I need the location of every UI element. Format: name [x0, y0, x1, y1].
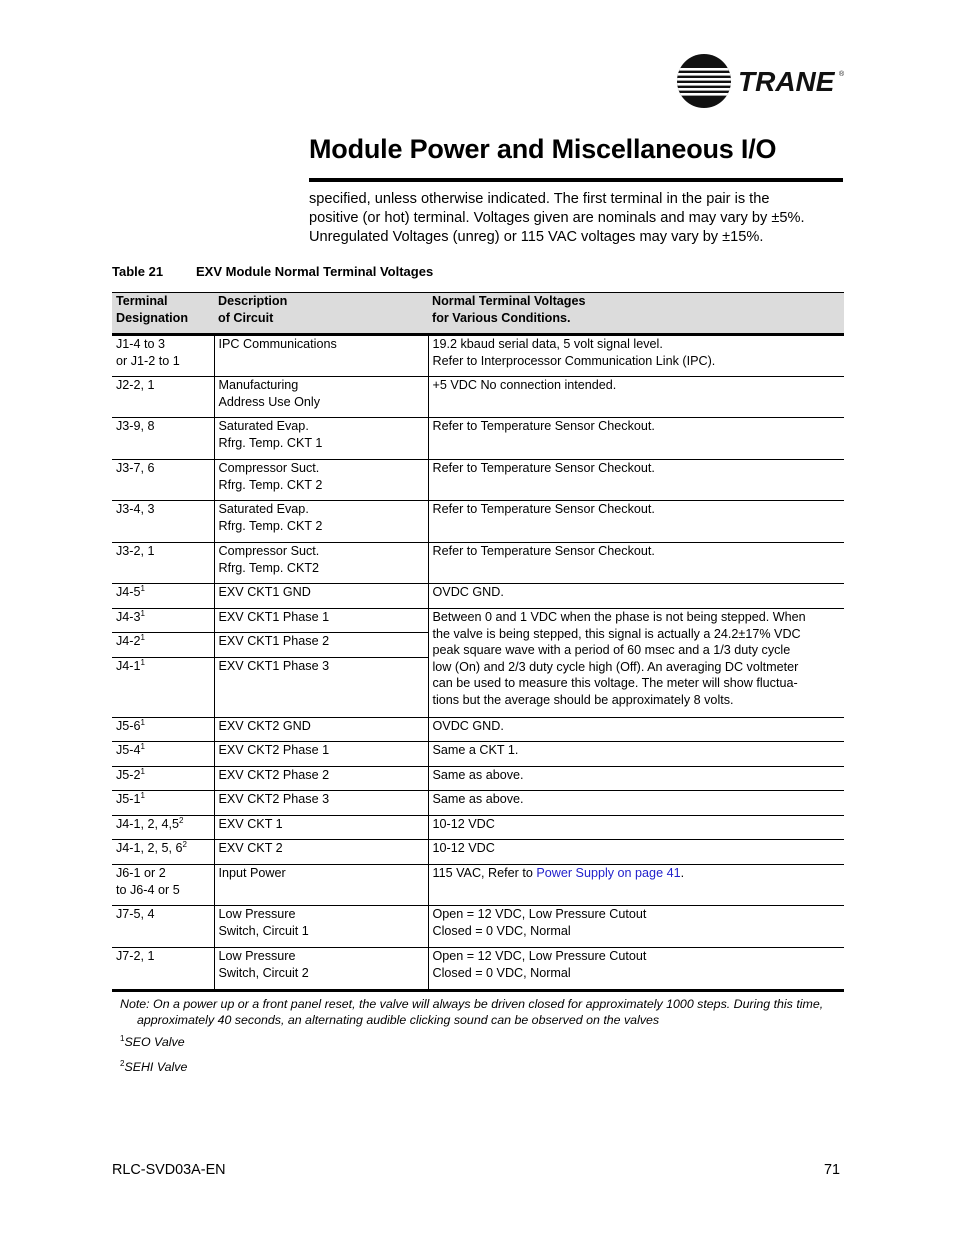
terminal-cell — [112, 377, 214, 418]
description-cell — [214, 609, 428, 633]
cell-text: Refer to Temperature Sensor Checkout. — [432, 502, 655, 516]
cell-text: J4-2 — [116, 634, 141, 648]
voltage-cell — [428, 460, 844, 501]
cell-text: J7-5, 4 — [116, 907, 155, 921]
header-text: of Circuit — [218, 310, 274, 325]
footnote-mark: 1 — [140, 766, 145, 776]
description-cell — [214, 816, 428, 840]
cell-text: J4-1, 2, 4,5 — [116, 817, 180, 831]
terminal-cell — [112, 460, 214, 501]
terminal-cell — [112, 543, 214, 584]
cell-text: J5-6 — [116, 719, 141, 733]
cell-text: EXV CKT1 Phase 3 — [218, 659, 330, 673]
cell-text: J5-2 — [116, 768, 141, 782]
cell-text: J4-3 — [116, 610, 141, 624]
table-row — [112, 609, 844, 633]
footnote-mark: 1 — [140, 583, 145, 593]
terminal-cell — [112, 865, 214, 906]
cell-text: J3-9, 8 — [116, 419, 155, 433]
header-voltages — [428, 293, 844, 335]
description-cell — [214, 633, 428, 658]
terminal-cell — [112, 418, 214, 460]
table-row — [112, 906, 844, 948]
terminal-cell — [112, 948, 214, 991]
table-row — [112, 767, 844, 791]
intro-line: positive (or hot) terminal. Voltages given are nominals and may vary by ±5%. — [309, 210, 805, 226]
terminal-cell — [112, 501, 214, 543]
trane-logo — [676, 54, 846, 108]
terminal-cell — [112, 658, 214, 718]
cell-text: or J1-2 to 1 — [116, 353, 180, 368]
cell-text: EXV CKT1 Phase 2 — [218, 634, 330, 648]
cell-text: EXV CKT2 GND — [218, 719, 311, 733]
cell-text: Same a CKT 1. — [432, 743, 519, 757]
table-row — [112, 543, 844, 584]
voltage-cell — [428, 718, 844, 742]
description-cell — [214, 718, 428, 742]
cell-text: . — [680, 866, 685, 880]
title-rule — [309, 178, 843, 182]
phase-voltage-cell — [428, 609, 844, 718]
logo-wordmark: TRANE — [738, 66, 835, 97]
cell-text: J6-1 or 2 — [116, 866, 166, 880]
description-cell — [214, 865, 428, 906]
cell-text: Low Pressure — [218, 907, 296, 921]
footnote-text: SEHI Valve — [124, 1060, 188, 1074]
table-caption — [112, 264, 434, 279]
footnote-mark: 2 — [120, 1058, 125, 1068]
voltage-cell — [428, 791, 844, 816]
header-text: Designation — [116, 310, 189, 325]
cell-text: Saturated Evap. — [218, 502, 309, 516]
cell-text: Address Use Only — [218, 394, 320, 409]
cell-text: J3-4, 3 — [116, 502, 155, 516]
cell-text: 19.2 kbaud serial data, 5 volt signal level. — [432, 337, 663, 351]
intro-line: specified, unless otherwise indicated. The first terminal in the pair is the — [309, 191, 770, 207]
cell-text: Low Pressure — [218, 949, 296, 963]
cell-text: J5-4 — [116, 743, 141, 757]
description-cell — [214, 791, 428, 816]
cell-text: OVDC GND. — [432, 585, 504, 599]
cell-text: EXV CKT2 Phase 3 — [218, 792, 330, 806]
table-row — [112, 948, 844, 991]
voltage-cell — [428, 865, 844, 906]
table-row — [112, 840, 844, 865]
description-cell — [214, 501, 428, 543]
table-row — [112, 335, 844, 377]
intro-line: Unregulated Voltages (unreg) or 115 VAC voltages may vary by ±15%. — [309, 229, 764, 245]
cell-text: Rfrg. Temp. CKT 2 — [218, 477, 323, 492]
header-description — [214, 293, 428, 335]
footnote-mark: 1 — [140, 790, 145, 800]
table-title: EXV Module Normal Terminal Voltages — [196, 264, 434, 279]
header-text: Normal Terminal Voltages — [432, 294, 586, 308]
cell-text: peak square wave with a period of 60 msec and a 1/3 duty cycle — [432, 643, 791, 658]
table-row — [112, 791, 844, 816]
footnote-mark: 1 — [140, 632, 145, 642]
voltage-cell — [428, 906, 844, 948]
table-row — [112, 377, 844, 418]
footnote — [120, 1035, 185, 1049]
table-row — [112, 418, 844, 460]
description-cell — [214, 584, 428, 609]
table-number: Table 21 — [112, 264, 164, 279]
description-cell — [214, 742, 428, 767]
cell-text: 115 VAC, Refer to — [432, 866, 537, 880]
cell-text: EXV CKT2 Phase 2 — [218, 768, 330, 782]
voltage-cell — [428, 767, 844, 791]
cell-text: EXV CKT 1 — [218, 817, 283, 831]
footnote-mark: 1 — [140, 717, 145, 727]
cell-text: the valve is being stepped, this signal is actually a 24.2±17% VDC — [432, 626, 801, 641]
cell-text: Refer to Temperature Sensor Checkout. — [432, 544, 655, 558]
table-header-row — [112, 293, 844, 335]
voltage-cell — [428, 501, 844, 543]
cell-text: J1-4 to 3 — [116, 337, 166, 351]
cell-text: to J6-4 or 5 — [116, 882, 180, 897]
footnote-mark: 2 — [179, 815, 184, 825]
doc-number: RLC-SVD03A-EN — [112, 1162, 226, 1178]
registered-mark: ® — [839, 71, 845, 78]
footnote-mark: 1 — [140, 657, 145, 667]
cell-text: J5-1 — [116, 792, 141, 806]
description-cell — [214, 460, 428, 501]
cell-text: IPC Communications — [218, 337, 337, 351]
header-terminal — [112, 293, 214, 335]
voltage-cell — [428, 816, 844, 840]
cell-text: EXV CKT2 Phase 1 — [218, 743, 330, 757]
terminal-cell — [112, 767, 214, 791]
page-number: 71 — [824, 1162, 841, 1178]
note-line: Note: On a power up or a front panel reset, the valve will always be driven closed for approximately 1000 steps. During this time, — [120, 997, 824, 1011]
cell-text: Same as above. — [432, 768, 524, 782]
cell-text: Compressor Suct. — [218, 544, 320, 558]
footnote — [120, 1060, 187, 1074]
table-row — [112, 460, 844, 501]
table-row — [112, 865, 844, 906]
cell-text: Saturated Evap. — [218, 419, 309, 433]
table-row — [112, 501, 844, 543]
table-row — [112, 816, 844, 840]
description-cell — [214, 543, 428, 584]
cell-text: Rfrg. Temp. CKT2 — [218, 560, 320, 575]
voltage-cell — [428, 377, 844, 418]
cell-text: EXV CKT1 Phase 1 — [218, 610, 330, 624]
voltage-cell — [428, 584, 844, 609]
cell-text: low (On) and 2/3 duty cycle high (Off). An averaging DC voltmeter — [432, 659, 799, 674]
footnote-mark: 1 — [140, 608, 145, 618]
cell-text: Closed = 0 VDC, Normal — [432, 923, 571, 938]
table-row — [112, 742, 844, 767]
cell-text: Between 0 and 1 VDC when the phase is not being stepped. When — [432, 610, 806, 624]
cell-text: Rfrg. Temp. CKT 1 — [218, 435, 323, 450]
terminal-cell — [112, 718, 214, 742]
cell-text: EXV CKT 2 — [218, 841, 283, 855]
description-cell — [214, 767, 428, 791]
terminal-cell — [112, 633, 214, 658]
terminal-cell — [112, 335, 214, 377]
cell-text: Open = 12 VDC, Low Pressure Cutout — [432, 949, 647, 963]
cell-text: Open = 12 VDC, Low Pressure Cutout — [432, 907, 647, 921]
cell-text: J2-2, 1 — [116, 378, 155, 392]
cell-text: +5 VDC No connection intended. — [432, 378, 617, 392]
footnote-text: SEO Valve — [124, 1035, 185, 1049]
description-cell — [214, 658, 428, 718]
intro-paragraph — [309, 190, 849, 247]
cell-text: Rfrg. Temp. CKT 2 — [218, 518, 323, 533]
description-cell — [214, 906, 428, 948]
cell-text: J3-2, 1 — [116, 544, 155, 558]
cell-text: EXV CKT1 GND — [218, 585, 311, 599]
footnote-mark: 1 — [120, 1033, 125, 1043]
terminal-voltages-table — [112, 292, 844, 992]
cell-text: Refer to Temperature Sensor Checkout. — [432, 419, 655, 433]
cell-text: can be used to measure this voltage. The meter will show fluctua- — [432, 676, 798, 691]
voltage-cell — [428, 335, 844, 377]
page-title: Module Power and Miscellaneous I/O — [309, 134, 777, 164]
cell-text: Switch, Circuit 2 — [218, 965, 309, 980]
terminal-cell — [112, 816, 214, 840]
cell-text: J3-7, 6 — [116, 461, 155, 475]
voltage-cell — [428, 418, 844, 460]
cell-text: Refer to Temperature Sensor Checkout. — [432, 461, 655, 475]
cell-text: 10-12 VDC — [432, 817, 495, 831]
cell-text: Input Power — [218, 866, 286, 880]
cell-text: 10-12 VDC — [432, 841, 495, 855]
cell-text: Closed = 0 VDC, Normal — [432, 965, 571, 980]
cell-text: Manufacturing — [218, 378, 299, 392]
table-row — [112, 718, 844, 742]
description-cell — [214, 948, 428, 991]
terminal-cell — [112, 791, 214, 816]
trane-logo-graphic — [676, 54, 846, 108]
cell-text: J4-5 — [116, 585, 141, 599]
cell-text: Same as above. — [432, 792, 524, 806]
description-cell — [214, 335, 428, 377]
cell-text: J7-2, 1 — [116, 949, 155, 963]
description-cell — [214, 418, 428, 460]
footnote-mark: 1 — [140, 741, 145, 751]
header-text: Terminal — [116, 294, 168, 308]
terminal-cell — [112, 584, 214, 609]
note-line: approximately 40 seconds, an alternating audible clicking sound can be observed on the valves — [137, 1013, 660, 1027]
table-row — [112, 584, 844, 609]
terminal-cell — [112, 906, 214, 948]
voltage-cell — [428, 948, 844, 991]
cell-text: OVDC GND. — [432, 719, 504, 733]
table-note — [120, 996, 850, 1028]
cell-text: tions but the average should be approximately 8 volts. — [432, 692, 734, 707]
cell-text: J4-1, 2, 5, 6 — [116, 841, 183, 855]
cell-text: Switch, Circuit 1 — [218, 923, 309, 938]
terminal-cell — [112, 609, 214, 633]
description-cell — [214, 840, 428, 865]
terminal-cell — [112, 742, 214, 767]
description-cell — [214, 377, 428, 418]
header-text: Description — [218, 294, 288, 308]
cell-text: J4-1 — [116, 659, 141, 673]
voltage-cell — [428, 840, 844, 865]
voltage-cell — [428, 742, 844, 767]
power-supply-link[interactable]: Power Supply on page 41 — [536, 866, 681, 880]
terminal-cell — [112, 840, 214, 865]
voltage-cell — [428, 543, 844, 584]
header-text: for Various Conditions. — [432, 310, 571, 325]
cell-text: Refer to Interprocessor Communication Link (IPC). — [432, 353, 716, 368]
cell-text: Compressor Suct. — [218, 461, 320, 475]
footnote-mark: 2 — [182, 839, 187, 849]
